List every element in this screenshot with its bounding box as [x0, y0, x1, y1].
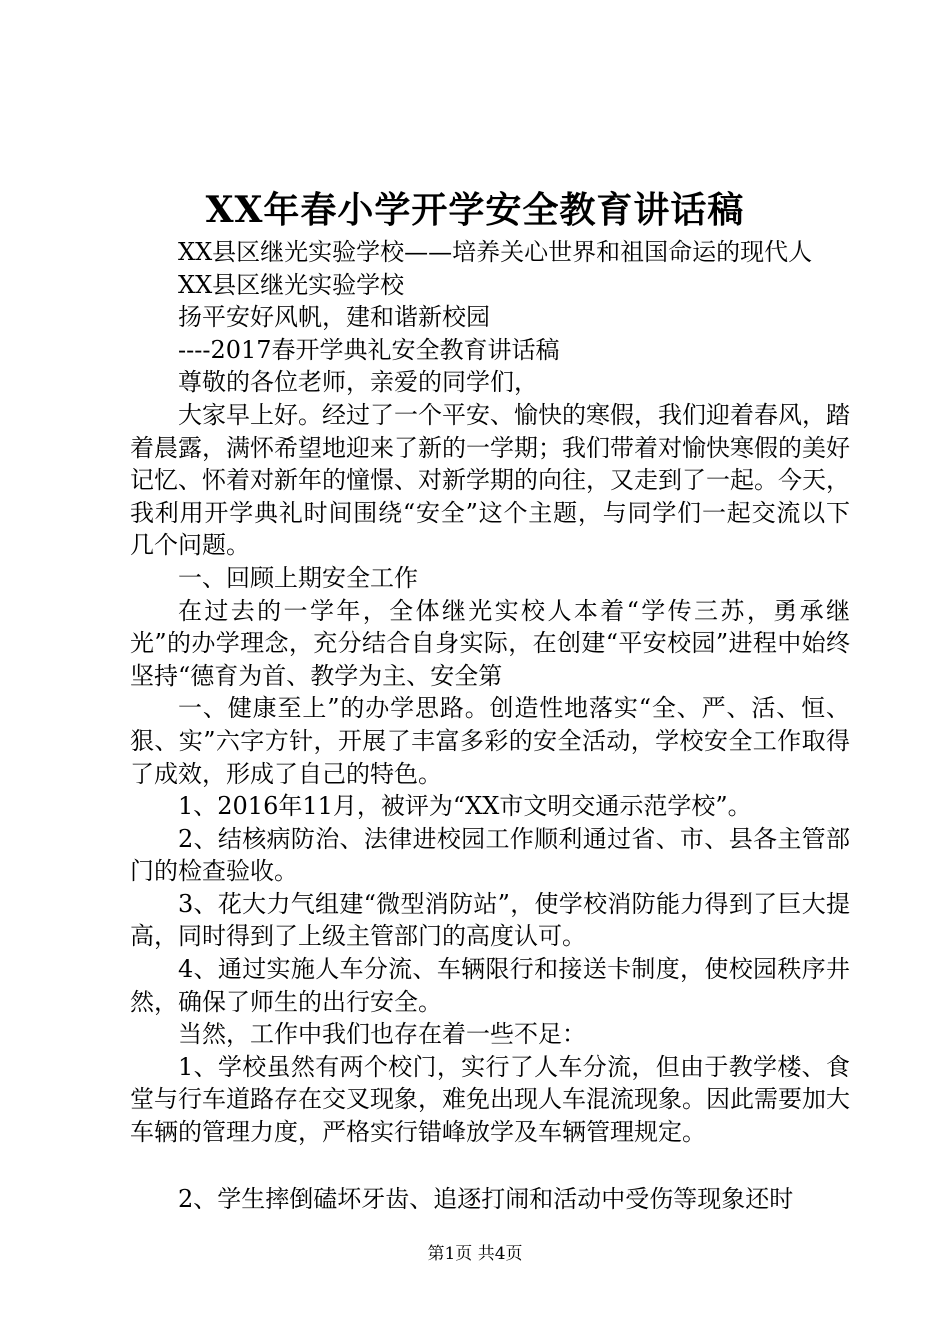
section-heading: 一、回顾上期安全工作	[178, 563, 418, 592]
list-item: 4、通过实施人车分流、车辆限行和接送卡制度，使校园秩序井然，确保了师生的出行安全。	[130, 955, 850, 1016]
document-body	[130, 236, 850, 1215]
list-item: 1、2016年11月，被评为“XX市文明交通示范学校”。	[178, 792, 752, 821]
paragraph: 大家早上好。经过了一个平安、愉快的寒假，我们迎着春风，踏着晨露，满怀希望地迎来了新的一学期；我们带着对愉快寒假的美好记忆、怀着对新年的憧憬、对新学期的向往，又走到了一起。今天，我利用开学典礼时间围绕“安全”这个主题，与同学们一起交流以下几个问题。	[130, 400, 850, 560]
paragraph: 一、健康至上”的办学思路。创造性地落实“全、严、活、恒、狠、实”六字方针，开展了丰富多彩的安全活动，学校安全工作取得了成效，形成了自己的特色。	[130, 694, 850, 788]
paragraph: XX县区继光实验学校	[178, 270, 405, 299]
paragraph: 尊敬的各位老师，亲爱的同学们，	[178, 368, 538, 397]
list-item: 2、结核病防治、法律进校园工作顺利通过省、市、县各主管部门的检查验收。	[130, 824, 850, 886]
paragraph: 在过去的一学年，全体继光实校人本着“学传三苏，勇承继光”的办学理念，充分结合自身实际，在创建“平安校园”进程中始终坚持“德育为首、教学为主、安全第	[130, 596, 850, 690]
paragraph: 当然，工作中我们也存在着一些不足：	[178, 1020, 586, 1049]
list-item: 1、学校虽然有两个校门，实行了人车分流，但由于教学楼、食堂与行车道路存在交叉现象，难免出现人车混流现象。因此需要加大车辆的管理力度，严格实行错峰放学及车辆管理规定。	[130, 1052, 850, 1147]
paragraph: 扬平安好风帆，建和谐新校园	[178, 303, 490, 332]
paragraph: ----2017春开学典礼安全教育讲话稿	[178, 335, 560, 364]
document-title: XX年春小学开学安全教育讲话稿	[205, 189, 745, 231]
page-number-footer: 第1页 共4页	[427, 1244, 523, 1264]
paragraph: XX县区继光实验学校——培养关心世界和祖国命运的现代人	[178, 238, 813, 266]
list-item: 2、学生摔倒磕坏牙齿、追逐打闹和活动中受伤等现象还时	[178, 1184, 794, 1213]
list-item: 3、花大力气组建“微型消防站”，使学校消防能力得到了巨大提高，同时得到了上级主管部门的高度认可。	[130, 889, 850, 951]
